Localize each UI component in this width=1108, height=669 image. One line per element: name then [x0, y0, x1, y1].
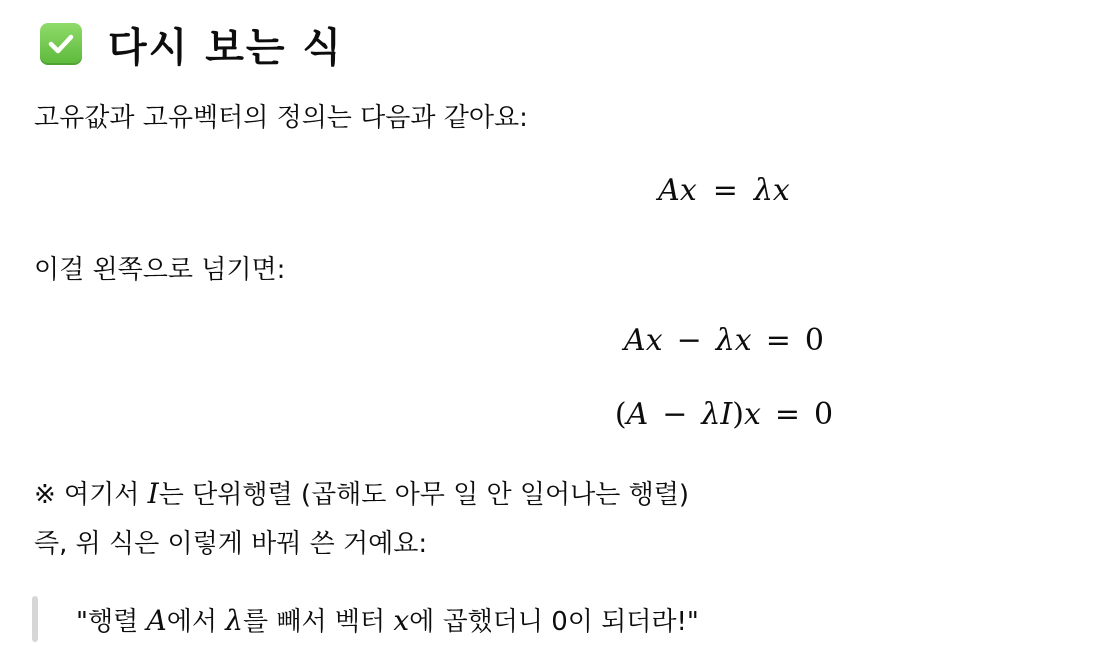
heading-title: 다시 보는 식	[108, 24, 344, 71]
eq3-I: I	[720, 397, 733, 432]
eq2-x2: x	[734, 323, 752, 358]
quote-A: A	[146, 603, 167, 637]
quote-x: x	[393, 603, 410, 637]
eq3-x: x	[743, 397, 761, 432]
eq2-lambda: λ	[715, 323, 735, 358]
eq2-equals: =	[765, 323, 791, 358]
note-prefix: ※ 여기서	[34, 480, 148, 510]
note-suffix: 는 단위행렬 (곱해도 아무 일 안 일어나는 행렬)	[158, 480, 689, 510]
rewrite-text: 즉, 위 식은 이렇게 바꿔 쓴 거예요:	[34, 529, 428, 559]
eq1-lambda: λ	[753, 173, 773, 208]
quote-lambda: λ	[225, 603, 243, 637]
note-identity-symbol: I	[147, 477, 159, 510]
eq3-close-paren: )	[732, 397, 744, 432]
quote-part1: "행렬	[76, 606, 147, 637]
eq3-open-paren: (	[614, 397, 627, 432]
quote-part2: 에서	[166, 606, 226, 637]
equation-moved-left	[0, 322, 1108, 358]
identity-note	[34, 476, 689, 513]
eq3-A: A	[626, 397, 649, 432]
eq2-minus: −	[676, 323, 702, 358]
check-mark-button-icon	[40, 23, 82, 65]
eq1-x-rhs: x	[772, 173, 790, 208]
equation-factored	[0, 396, 1108, 432]
eq1-equals: =	[712, 173, 738, 208]
eq1-A: A	[658, 173, 680, 208]
intro-text: 고유값과 고유벡터의 정의는 다음과 같아요:	[34, 103, 528, 133]
quote-text	[76, 601, 699, 638]
blockquote-bar	[32, 596, 38, 642]
eq3-minus: −	[662, 397, 688, 432]
quote-part3: 를 빼서 벡터	[242, 606, 394, 637]
eq1-x: x	[679, 173, 697, 208]
eq2-A: A	[624, 323, 646, 358]
eq3-lambda: λ	[701, 397, 721, 432]
eq3-equals: =	[774, 397, 801, 432]
blockquote	[32, 596, 699, 642]
equation-eigen-definition	[0, 172, 1108, 208]
move-left-text: 이걸 왼쪽으로 넘기면:	[34, 255, 286, 285]
quote-part4: 에 곱했더니 0이 되더라!"	[409, 606, 699, 637]
section-heading	[40, 14, 343, 74]
eq3-zero: 0	[814, 397, 834, 432]
eq2-x: x	[645, 323, 663, 358]
eq2-zero: 0	[804, 323, 824, 358]
